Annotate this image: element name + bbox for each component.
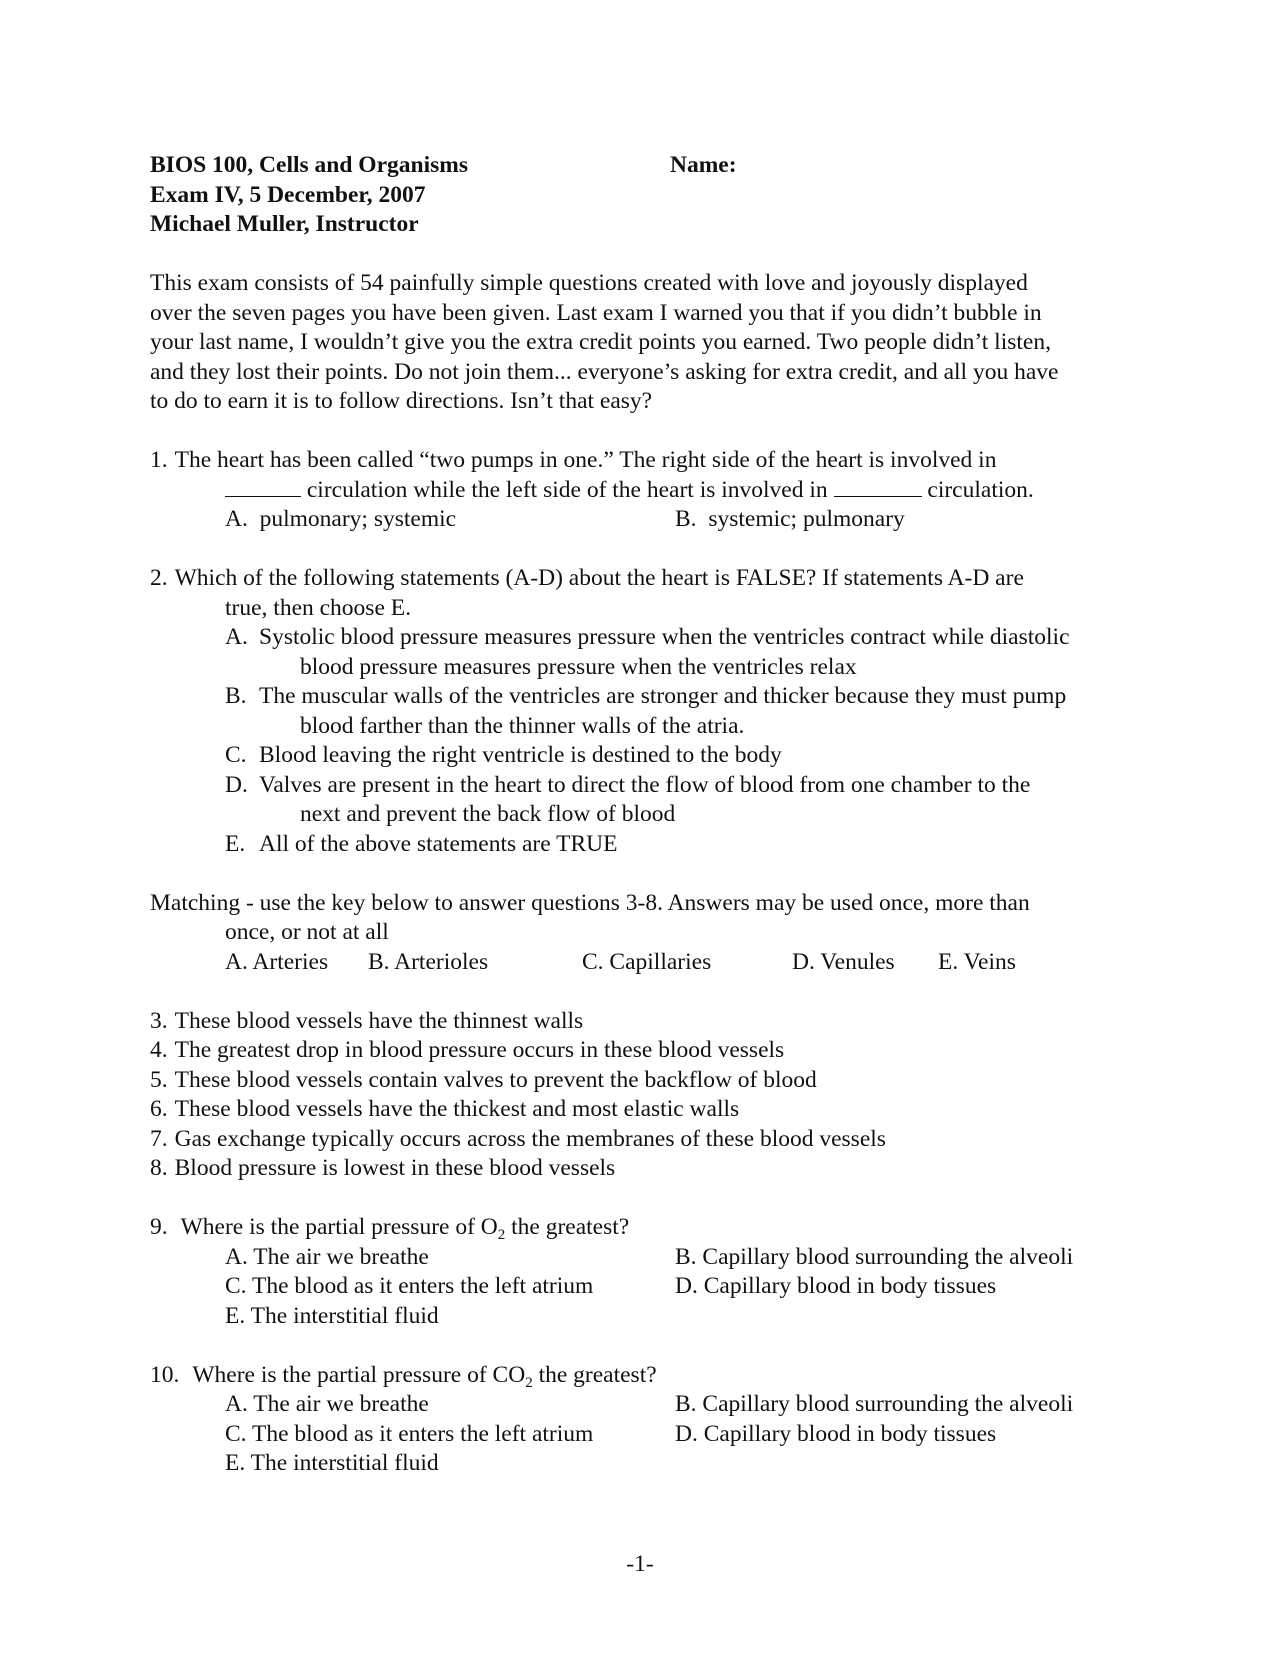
matching-key bbox=[150, 948, 1130, 978]
key-item: E. Veins bbox=[938, 948, 1016, 975]
matching-section bbox=[150, 889, 1130, 1184]
option-row bbox=[150, 1243, 1130, 1273]
name-label: Name: bbox=[670, 152, 737, 178]
question-text-part: the greatest? bbox=[505, 1214, 630, 1240]
question-stem bbox=[150, 564, 1130, 594]
option-letter: C. bbox=[225, 742, 247, 768]
question-text bbox=[181, 1213, 630, 1243]
intro-line: This exam consists of 54 painfully simple questions created with love and joyously displayed bbox=[150, 270, 1028, 296]
question-7 bbox=[150, 1125, 1130, 1155]
question-stem bbox=[150, 1361, 1130, 1391]
subscript: 2 bbox=[525, 1374, 533, 1391]
question-4 bbox=[150, 1036, 1130, 1066]
option-text: pulmonary; systemic bbox=[259, 506, 457, 532]
question-2 bbox=[150, 564, 1130, 859]
intro-line: to do to earn it is to follow directions. Isn’t that easy? bbox=[150, 388, 653, 414]
option-b[interactable]: B. Capillary blood surrounding the alveoli bbox=[675, 1391, 1074, 1417]
answer-blank[interactable] bbox=[225, 476, 301, 497]
option-row bbox=[150, 1272, 1130, 1302]
option-text: Valves are present in the heart to direct the flow of blood from one chamber to the bbox=[259, 771, 1031, 798]
question-5 bbox=[150, 1066, 1130, 1096]
question-1 bbox=[150, 446, 1130, 535]
option-c[interactable]: C. The blood as it enters the left atrium bbox=[225, 1273, 594, 1299]
question-number: 5. bbox=[150, 1066, 168, 1093]
option-letter: D. bbox=[225, 771, 248, 798]
option-letter: A. bbox=[225, 506, 248, 532]
question-number: 7. bbox=[150, 1125, 168, 1152]
option-b[interactable]: B. Capillary blood surrounding the alveoli bbox=[675, 1243, 1074, 1270]
option-text: Blood leaving the right ventricle is destined to the body bbox=[259, 742, 782, 768]
option-text-cont: blood farther than the thinner walls of the atria. bbox=[300, 712, 745, 739]
question-3 bbox=[150, 1007, 1130, 1037]
question-6 bbox=[150, 1095, 1130, 1125]
question-text: Gas exchange typically occurs across the membranes of these blood vessels bbox=[174, 1125, 886, 1152]
question-stem bbox=[150, 1213, 1130, 1243]
question-number: 3. bbox=[150, 1007, 168, 1034]
option-text: All of the above statements are TRUE bbox=[259, 830, 618, 857]
option-row bbox=[150, 1390, 1130, 1420]
option-letter: B. bbox=[225, 683, 247, 709]
course-title: BIOS 100, Cells and Organisms bbox=[150, 152, 468, 178]
question-9 bbox=[150, 1213, 1130, 1331]
matching-instructions-cont: once, or not at all bbox=[225, 919, 389, 945]
option-a[interactable]: A. The air we breathe bbox=[225, 1243, 429, 1270]
key-item: C. Capillaries bbox=[582, 948, 712, 975]
question-text: circulation. bbox=[927, 476, 1034, 503]
option-e[interactable]: E. The interstitial fluid bbox=[225, 1450, 439, 1476]
option-letter: B. bbox=[675, 506, 697, 532]
question-number: 9. bbox=[150, 1214, 168, 1240]
question-text: These blood vessels contain valves to prevent the backflow of blood bbox=[174, 1066, 817, 1093]
question-text-cont: true, then choose E. bbox=[225, 594, 411, 621]
question-number: 8. bbox=[150, 1155, 168, 1181]
question-text-part: Where is the partial pressure of O bbox=[180, 1214, 498, 1240]
question-text-cont bbox=[150, 476, 1130, 506]
header-row bbox=[150, 151, 1130, 181]
question-10 bbox=[150, 1361, 1130, 1479]
matching-instructions: Matching - use the key below to answer questions 3-8. Answers may be used once, more than bbox=[150, 889, 1030, 916]
question-number: 2. bbox=[150, 565, 168, 591]
question-text: The greatest drop in blood pressure occurs in these blood vessels bbox=[174, 1037, 785, 1063]
question-text: The heart has been called “two pumps in one.” The right side of the heart is involved in bbox=[174, 447, 997, 473]
option-b[interactable] bbox=[150, 682, 1130, 741]
option-a[interactable] bbox=[225, 505, 675, 535]
option-text-cont: blood pressure measures pressure when the ventricles relax bbox=[300, 653, 857, 680]
question-number: 10. bbox=[150, 1361, 180, 1388]
question-text: Blood pressure is lowest in these blood vessels bbox=[174, 1155, 616, 1181]
option-e[interactable] bbox=[150, 830, 1130, 860]
option-text-cont: next and prevent the back flow of blood bbox=[300, 801, 676, 827]
option-row bbox=[150, 505, 1130, 535]
question-number: 6. bbox=[150, 1096, 168, 1122]
question-text-part: Where is the partial pressure of CO bbox=[192, 1361, 526, 1388]
intro-line: over the seven pages you have been given. Last exam I warned you that if you didn’t bubble in bbox=[150, 299, 1042, 326]
question-number: 4. bbox=[150, 1037, 168, 1063]
intro-paragraph bbox=[150, 269, 1130, 417]
question-text bbox=[192, 1361, 656, 1391]
instructor: Michael Muller, Instructor bbox=[150, 211, 419, 237]
question-text: These blood vessels have the thinnest walls bbox=[174, 1007, 584, 1034]
option-e[interactable]: E. The interstitial fluid bbox=[225, 1302, 439, 1329]
intro-line: your last name, I wouldn’t give you the extra credit points you earned. Two people didn’t listen, bbox=[150, 329, 1051, 355]
option-b[interactable] bbox=[675, 505, 905, 535]
option-text: Systolic blood pressure measures pressure when the ventricles contract while diastolic bbox=[259, 624, 1070, 650]
question-number: 1. bbox=[150, 447, 168, 473]
key-item: D. Venules bbox=[792, 948, 895, 975]
question-text: These blood vessels have the thickest and most elastic walls bbox=[174, 1096, 740, 1122]
option-d[interactable]: D. Capillary blood in body tissues bbox=[675, 1420, 997, 1447]
option-row bbox=[150, 1302, 1130, 1332]
option-c[interactable] bbox=[150, 741, 1130, 771]
option-row bbox=[150, 1449, 1130, 1479]
option-text: The muscular walls of the ventricles are stronger and thicker because they must pump bbox=[259, 683, 1067, 709]
question-stem bbox=[150, 446, 1130, 476]
exam-date: Exam IV, 5 December, 2007 bbox=[150, 181, 426, 208]
page-number: -1- bbox=[626, 1551, 654, 1577]
option-d[interactable] bbox=[150, 771, 1130, 830]
subscript: 2 bbox=[497, 1227, 506, 1243]
option-a[interactable]: A. The air we breathe bbox=[225, 1391, 429, 1417]
option-a[interactable] bbox=[150, 623, 1130, 682]
option-row bbox=[150, 1420, 1130, 1450]
question-text: circulation while the left side of the heart is involved in bbox=[306, 476, 828, 503]
exam-page bbox=[150, 151, 1130, 1479]
question-text-part: the greatest? bbox=[532, 1361, 657, 1388]
key-item: A. Arteries bbox=[225, 948, 329, 975]
question-text: Which of the following statements (A-D) about the heart is FALSE? If statements A-D are bbox=[174, 565, 1024, 591]
question-8 bbox=[150, 1154, 1130, 1184]
answer-blank[interactable] bbox=[834, 476, 922, 497]
option-letter: E. bbox=[225, 830, 246, 857]
option-c[interactable]: C. The blood as it enters the left atrium bbox=[225, 1420, 594, 1447]
key-item: B. Arterioles bbox=[368, 948, 489, 975]
intro-line: and they lost their points. Do not join them... everyone’s asking for extra credit, and all you have bbox=[150, 358, 1059, 385]
option-text: systemic; pulmonary bbox=[708, 506, 905, 532]
option-d[interactable]: D. Capillary blood in body tissues bbox=[675, 1273, 997, 1299]
option-letter: A. bbox=[225, 624, 248, 650]
